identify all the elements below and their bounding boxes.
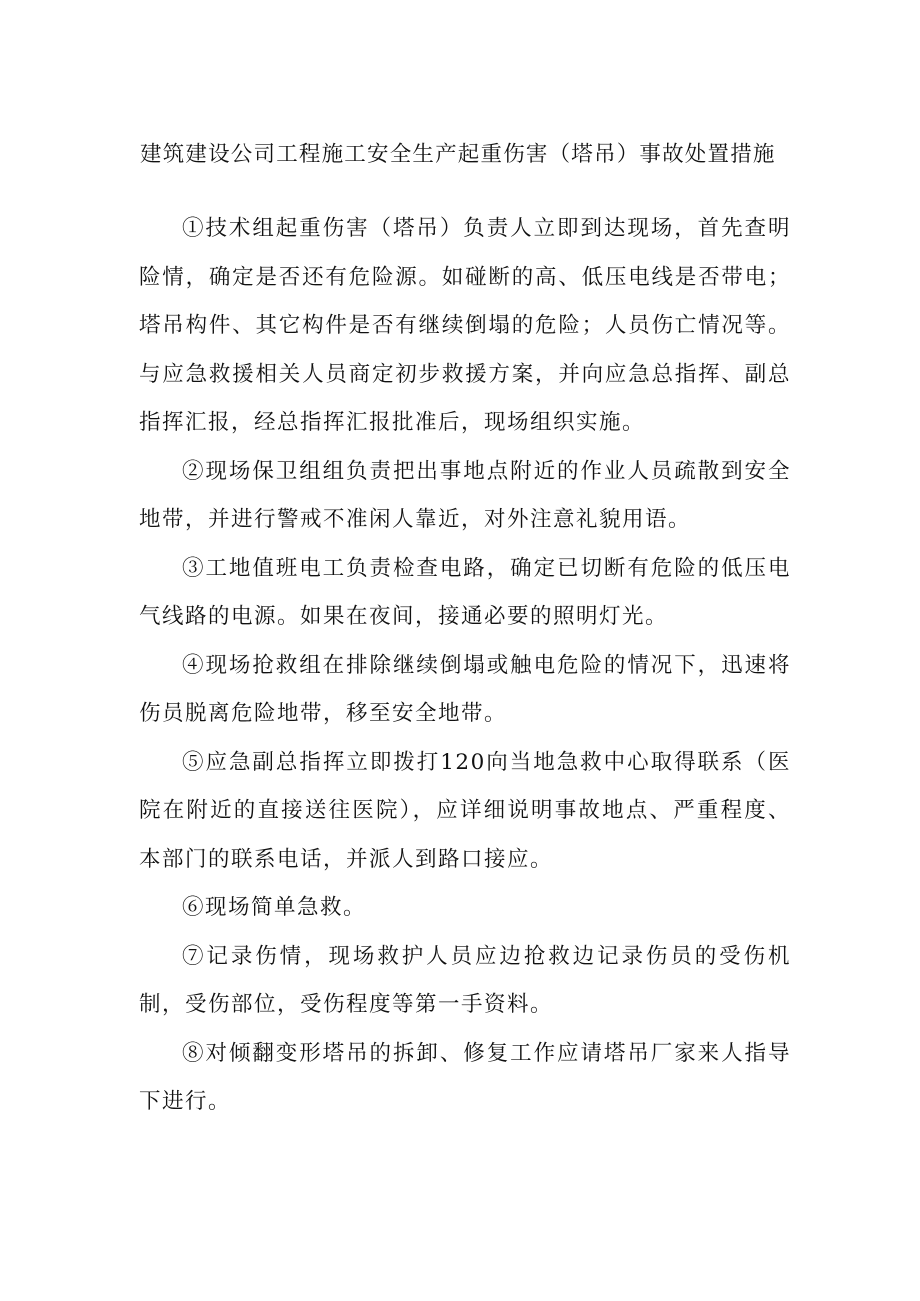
paragraph-8: ⑧对倾翻变形塔吊的拆卸、修复工作应请塔吊厂家来人指导下进行。	[139, 1040, 791, 1114]
paragraph-5: ⑤应急副总指挥立即拨打120向当地急救中心取得联系（医院在附近的直接送往医院），应详细说明事故地点、严重程度、本部门的联系电话，并派人到路口接应。	[139, 749, 791, 872]
paragraph-6: ⑥现场简单急救。	[182, 895, 367, 920]
paragraph-2: ②现场保卫组组负责把出事地点附近的作业人员疏散到安全地带，并进行警戒不准闲人靠近，对外注意礼貌用语。	[139, 458, 791, 532]
document-title: 建筑建设公司工程施工安全生产起重伤害（塔吊）事故处置措施	[140, 142, 776, 167]
paragraph-3: ③工地值班电工负责检查电路，确定已切断有危险的低压电气线路的电源。如果在夜间，接通必要的照明灯光。	[139, 555, 791, 629]
paragraph-1: ①技术组起重伤害（塔吊）负责人立即到达现场，首先查明险情，确定是否还有危险源。如碰断的高、低压电线是否带电；塔吊构件、其它构件是否有继续倒塌的危险；人员伤亡情况等。与应急救援相关人员商定初步救援方案，并向应急总指挥、副总指挥汇报，经总指挥汇报批准后，现场组织实施。	[139, 216, 791, 435]
document-body	[139, 205, 791, 1127]
paragraph-7: ⑦记录伤情，现场救护人员应边抢救边记录伤员的受伤机制，受伤部位，受伤程度等第一手资料。	[139, 943, 791, 1017]
paragraph-4: ④现场抢救组在排除继续倒塌或触电危险的情况下，迅速将伤员脱离危险地带，移至安全地带。	[139, 652, 791, 726]
